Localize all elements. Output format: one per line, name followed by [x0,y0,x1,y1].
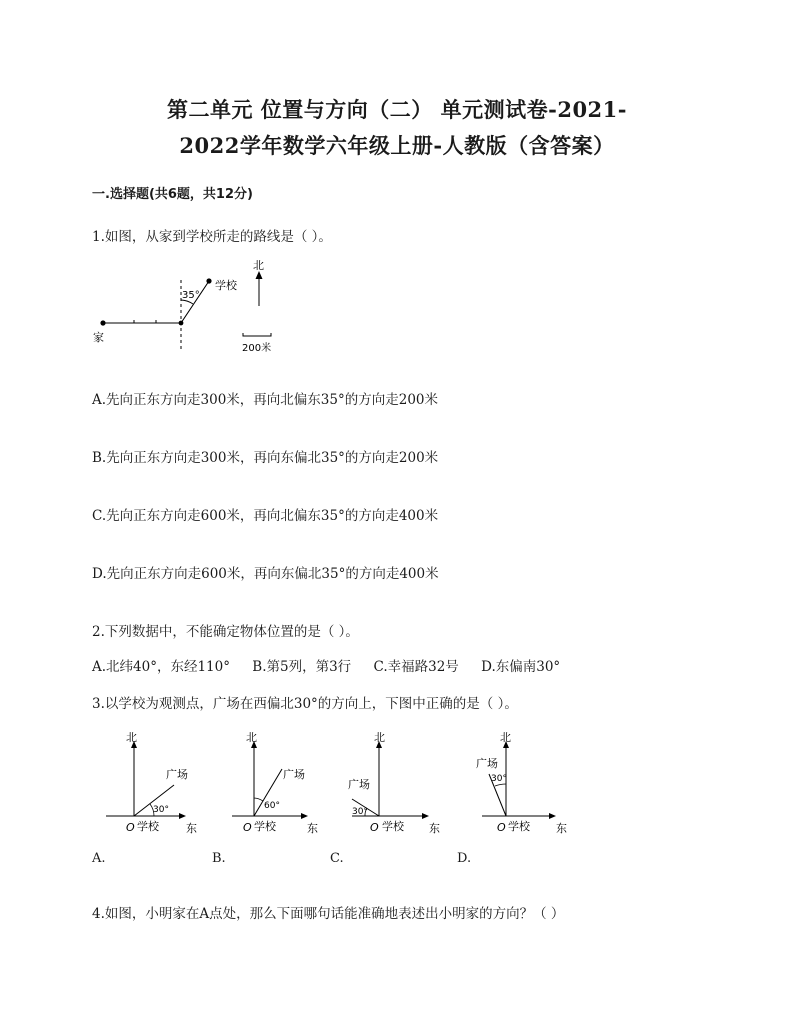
q3d-angle: 30° [491,774,507,784]
doc-title-line2: 2022学年数学六年级上册-人教版（含答案） [179,133,615,158]
scale-bar [243,333,271,336]
q3c-east: 东 [429,822,440,835]
q3d-origin: O [497,821,506,834]
q3-figure-b [232,731,318,835]
q2-option-d: D.东偏南30° [481,659,561,675]
section-heading: 一.选择题(共6题，共12分) [92,187,253,202]
q3c-origin: O [370,821,379,834]
q3a-origin: O [126,821,135,834]
q3d-north: 北 [500,731,511,744]
q2-options [92,655,578,675]
q3d-plaza: 广场 [476,757,498,770]
north-label: 北 [253,259,264,272]
school-label: 学校 [215,279,237,292]
q3-label-b: B. [212,851,226,866]
q3b-school: 学校 [254,820,276,833]
q1-route-figure [86,256,286,360]
q3-figure-d [476,731,567,835]
q2-option-c: C.幸福路32号 [373,659,459,675]
question-1: 1.如图，从家到学校所走的路线是（ ）。 [92,229,332,245]
q3-figures [86,726,586,844]
q3a-plaza: 广场 [166,768,188,781]
q2-option-a: A.北纬40°，东经110° [92,659,230,675]
q3a-east: 东 [186,822,197,835]
question-2: 2.下列数据中，不能确定物体位置的是（ ）。 [92,624,359,640]
q3d-school: 学校 [508,820,530,833]
q3-label-c: C. [330,851,344,866]
northeast-path [181,281,209,323]
q3b-angle: 60° [264,801,280,811]
q1-option-c: C.先向正东方向走600米，再向北偏东35°的方向走400米 [92,508,439,524]
q3-figure-c [348,731,440,835]
q3b-north: 北 [246,731,257,744]
north-arrow-head [256,271,263,279]
q3b-plaza: 广场 [283,768,305,781]
q1-option-b: B.先向正东方向走300米，再向东偏北35°的方向走200米 [92,450,439,466]
home-label: 家 [93,331,104,344]
q3-figure-a [106,731,197,835]
q3-label-a: A. [92,851,106,866]
q3c-angle: 30° [352,807,368,817]
q3a-school: 学校 [137,820,159,833]
q3c-school: 学校 [382,820,404,833]
scale-label: 200米 [242,343,272,354]
doc-title-line1: 第二单元 位置与方向（二） 单元测试卷-2021- [167,97,627,122]
question-4: 4.如图，小明家在A点处，那么下面哪句话能准确地表述出小明家的方向？（ ） [92,906,565,922]
q3c-plaza: 广场 [348,778,370,791]
q1-option-a: A.先向正东方向走300米，再向北偏东35°的方向走200米 [92,392,439,408]
q2-option-b: B.第5列，第3行 [252,659,352,675]
q3c-north: 北 [374,731,385,744]
angle-label: 35° [182,290,200,301]
q3a-angle: 30° [153,805,169,815]
q3-label-d: D. [457,851,472,866]
school-point [206,278,211,283]
q3b-east: 东 [307,822,318,835]
q3a-north: 北 [126,731,137,744]
question-3: 3.以学校为观测点，广场在西偏北30°的方向上，下图中正确的是（ ）。 [92,696,518,712]
q1-option-d: D.先向正东方向走600米，再向东偏北35°的方向走400米 [92,566,439,582]
q3b-origin: O [243,821,252,834]
q3d-east: 东 [556,822,567,835]
